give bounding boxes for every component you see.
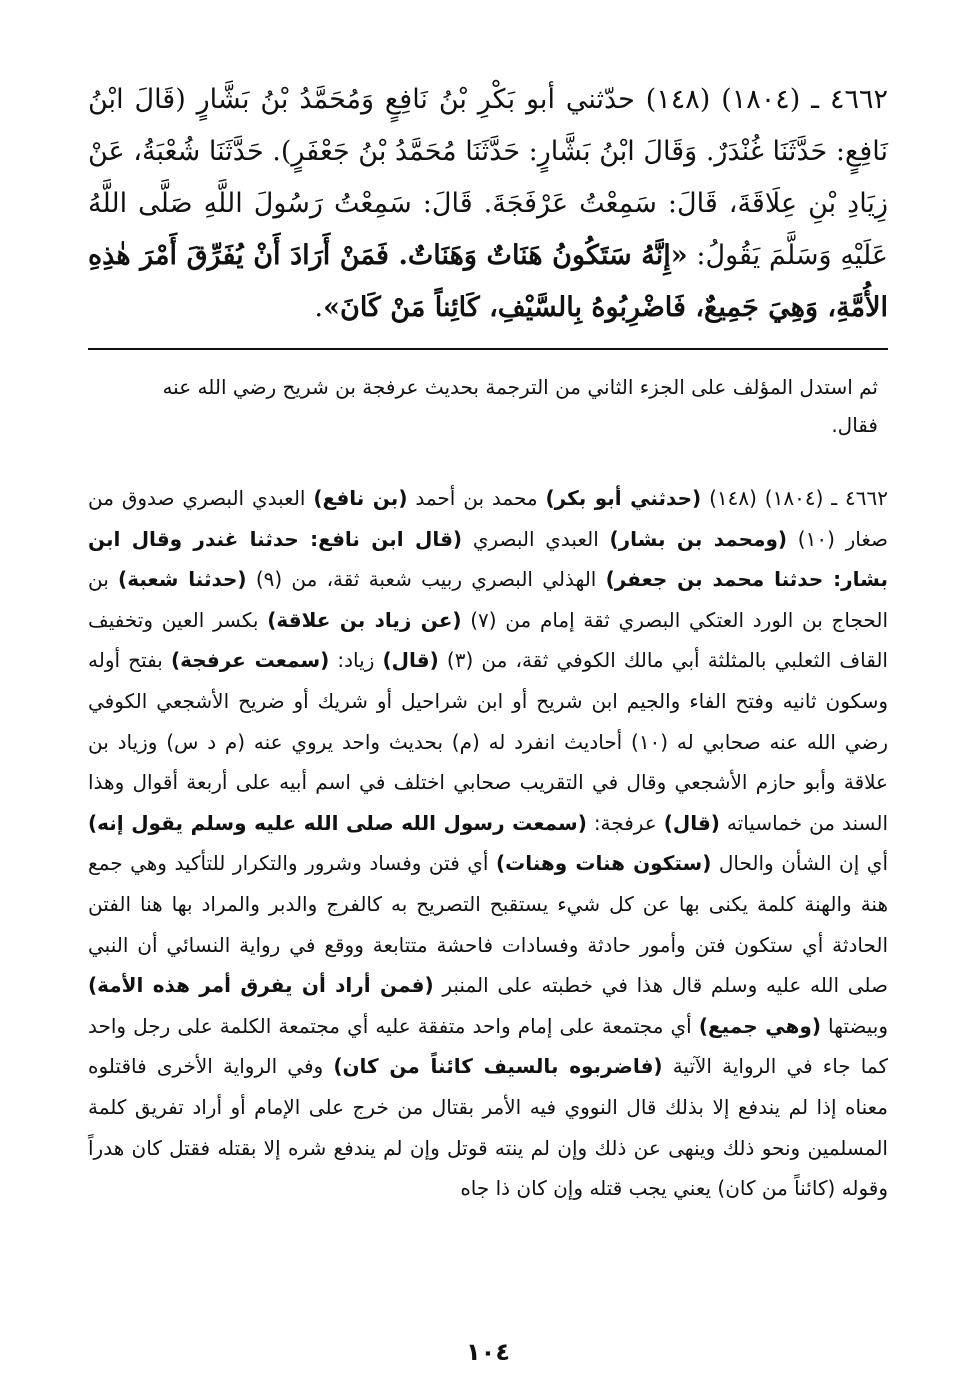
text-run: ٤٦٦٢ ـ (١٨٠٤) (١٤٨) حدّثني أبو بَكْرِ بْنُ نَافِعٍ وَمُحَمَّدُ بْنُ بَشَّارٍ (قَالَ ابْنُ نَافِعٍ: حَدَّثَنَا غُنْدَرٌ. وَقَالَ ابْنُ بَشَّارٍ: حَدَّثَنَا مُحَمَّدُ بْنُ جَعْفَرٍ). حَدَّثَنَا شُعْبَةُ، عَنْ زِيَادِ بْنِ عِلَاقَةَ، قَالَ: سَمِعْتُ عَرْفَجَةَ. قَالَ: سَمِعْتُ رَسُولَ اللَّهِ صَلَّى اللَّهُ عَلَيْهِ وَسَلَّمَ يَقُولُ: [88, 84, 889, 271]
text-run: وفي الرواية الأخرى فاقتلوه معناه إذا لم يندفع إلا بذلك قال النووي فيه الأمر بقتال من خرج على الإمام أو أراد تفريق كلمة المسلمين ونحو ذلك وينهى عن ذلك وإن لم ينته قوتل وإن لم يندفع شره إلا بقتله فقتل كان هدراً وقوله (كائناً من كان) يعني يجب قتله وإن كان ذا جاه [88, 1054, 888, 1201]
text-run: العبدي البصري [462, 526, 610, 551]
text-run: محمد بن أحمد [407, 486, 546, 510]
bold-text-run: (فمن أراد أن يفرق أمر هذه الأمة) [88, 973, 434, 998]
text-run: وبيضتها [820, 1013, 889, 1038]
bold-text-run: (وهي جميع) [698, 1013, 821, 1038]
text-run: عرفجة: [586, 810, 664, 835]
text-run: أي إن الشأن والحال [711, 851, 888, 876]
page-number: ١٠٤ [466, 1338, 510, 1366]
text-run: أي مجتمعة على إمام واحد متفقة عليه أي مجتمعة الكلمة على رجل واحد كما جاء في الرواية الآتية [88, 1013, 888, 1079]
hadith-text [88, 70, 888, 334]
text-run: أي فتن وفساد وشرور والتكرار للتأكيد وهي جمع هنة والهنة كلمة يكنى بها عن كل شيء يستقبح التصريح به كالفرج والدبر والمراد بها هنا الفتن الحادثة أي ستكون فتن وأمور حادثة وفسادات فاحشة متتابعة ووقع في رواية النسائي أن النبي صلى الله عليه وسلم قال هذا في خطبته على المنبر [88, 851, 888, 998]
bold-text-run: (سمعت عرفجة) [170, 648, 330, 673]
text-run: بن الحجاج بن الورد العتكي البصري ثقة إمام من (٧) [88, 567, 888, 632]
commentary-text [88, 478, 888, 1209]
bold-text-run: (ستكون هنات وهنات) [496, 851, 712, 876]
footnote-divider [88, 348, 888, 350]
bold-text-run: (ومحمد بن بشار) [609, 526, 788, 551]
bold-text-run: (قال) [663, 810, 720, 835]
bold-text-run: (حدثني أبو بكر) [545, 486, 702, 510]
text-run: . [314, 292, 324, 323]
bold-text-run: (حدثنا شعبة) [118, 567, 247, 592]
text-run: ٤٦٦٢ ـ (١٨٠٤) (١٤٨) [701, 486, 889, 510]
text-run: بكسر العين وتخفيف القاف الثعلبي بالمثلثة أبي مالك الكوفي ثقة، من (٣) [88, 607, 888, 673]
text-run: العبدي البصري صدوق من صغار (١٠) [88, 486, 888, 551]
text-run: الهذلي البصري ربيب شعبة ثقة، من (٩) [246, 567, 606, 592]
bold-text-run: (قال) [382, 648, 439, 673]
bold-text-run: (فاضربوه بالسيف كائناً من كان) [333, 1054, 663, 1079]
bold-text-run: «إِنَّهُ سَتَكُونُ هَنَاتٌ وَهَنَاتٌ. فَمَنْ أَرَادَ أَنْ يُفَرِّقَ أَمْرَ هٰذِهِ الأُمَّةِ، وَهِيَ جَمِيعٌ، فَاضْرِبُوهُ بِالسَّيْفِ، كَائِناً مَنْ كَانَ» [88, 240, 888, 323]
book-page [88, 70, 889, 1366]
bold-text-run: (قال ابن نافع: حدثنا غندر وقال ابن بشار: حدثنا محمد بن جعفر) [88, 526, 888, 592]
bold-text-run: (عن زياد بن علاقة) [267, 607, 462, 632]
bold-text-run: (بن نافع) [313, 486, 408, 510]
bold-text-run: (سمعت رسول الله صلى الله عليه وسلم يقول إنه) [88, 810, 587, 835]
commentary-intro: ثم استدل المؤلف على الجزء الثاني من الترجمة بحديث عرفجة بن شريح رضي الله عنه فقال. [162, 375, 878, 437]
text-run: زياد: [329, 648, 383, 673]
text-run: بفتح أوله وسكون ثانيه وفتح الفاء والجيم ابن شريح أو ابن شراحيل أو شريك أو ضريح الأشجعي الكوفي رضي الله عنه صحابي له (١٠) أحاديث انفرد له (م) بحديث واحد يروي عنه (م د س) وزياد بن علاقة وأبو حازم الأشجعي وقال في التقريب صحابي اختلف في اسم أبيه على أربعة أقوال وهذا السند من خماسياته [88, 648, 889, 835]
